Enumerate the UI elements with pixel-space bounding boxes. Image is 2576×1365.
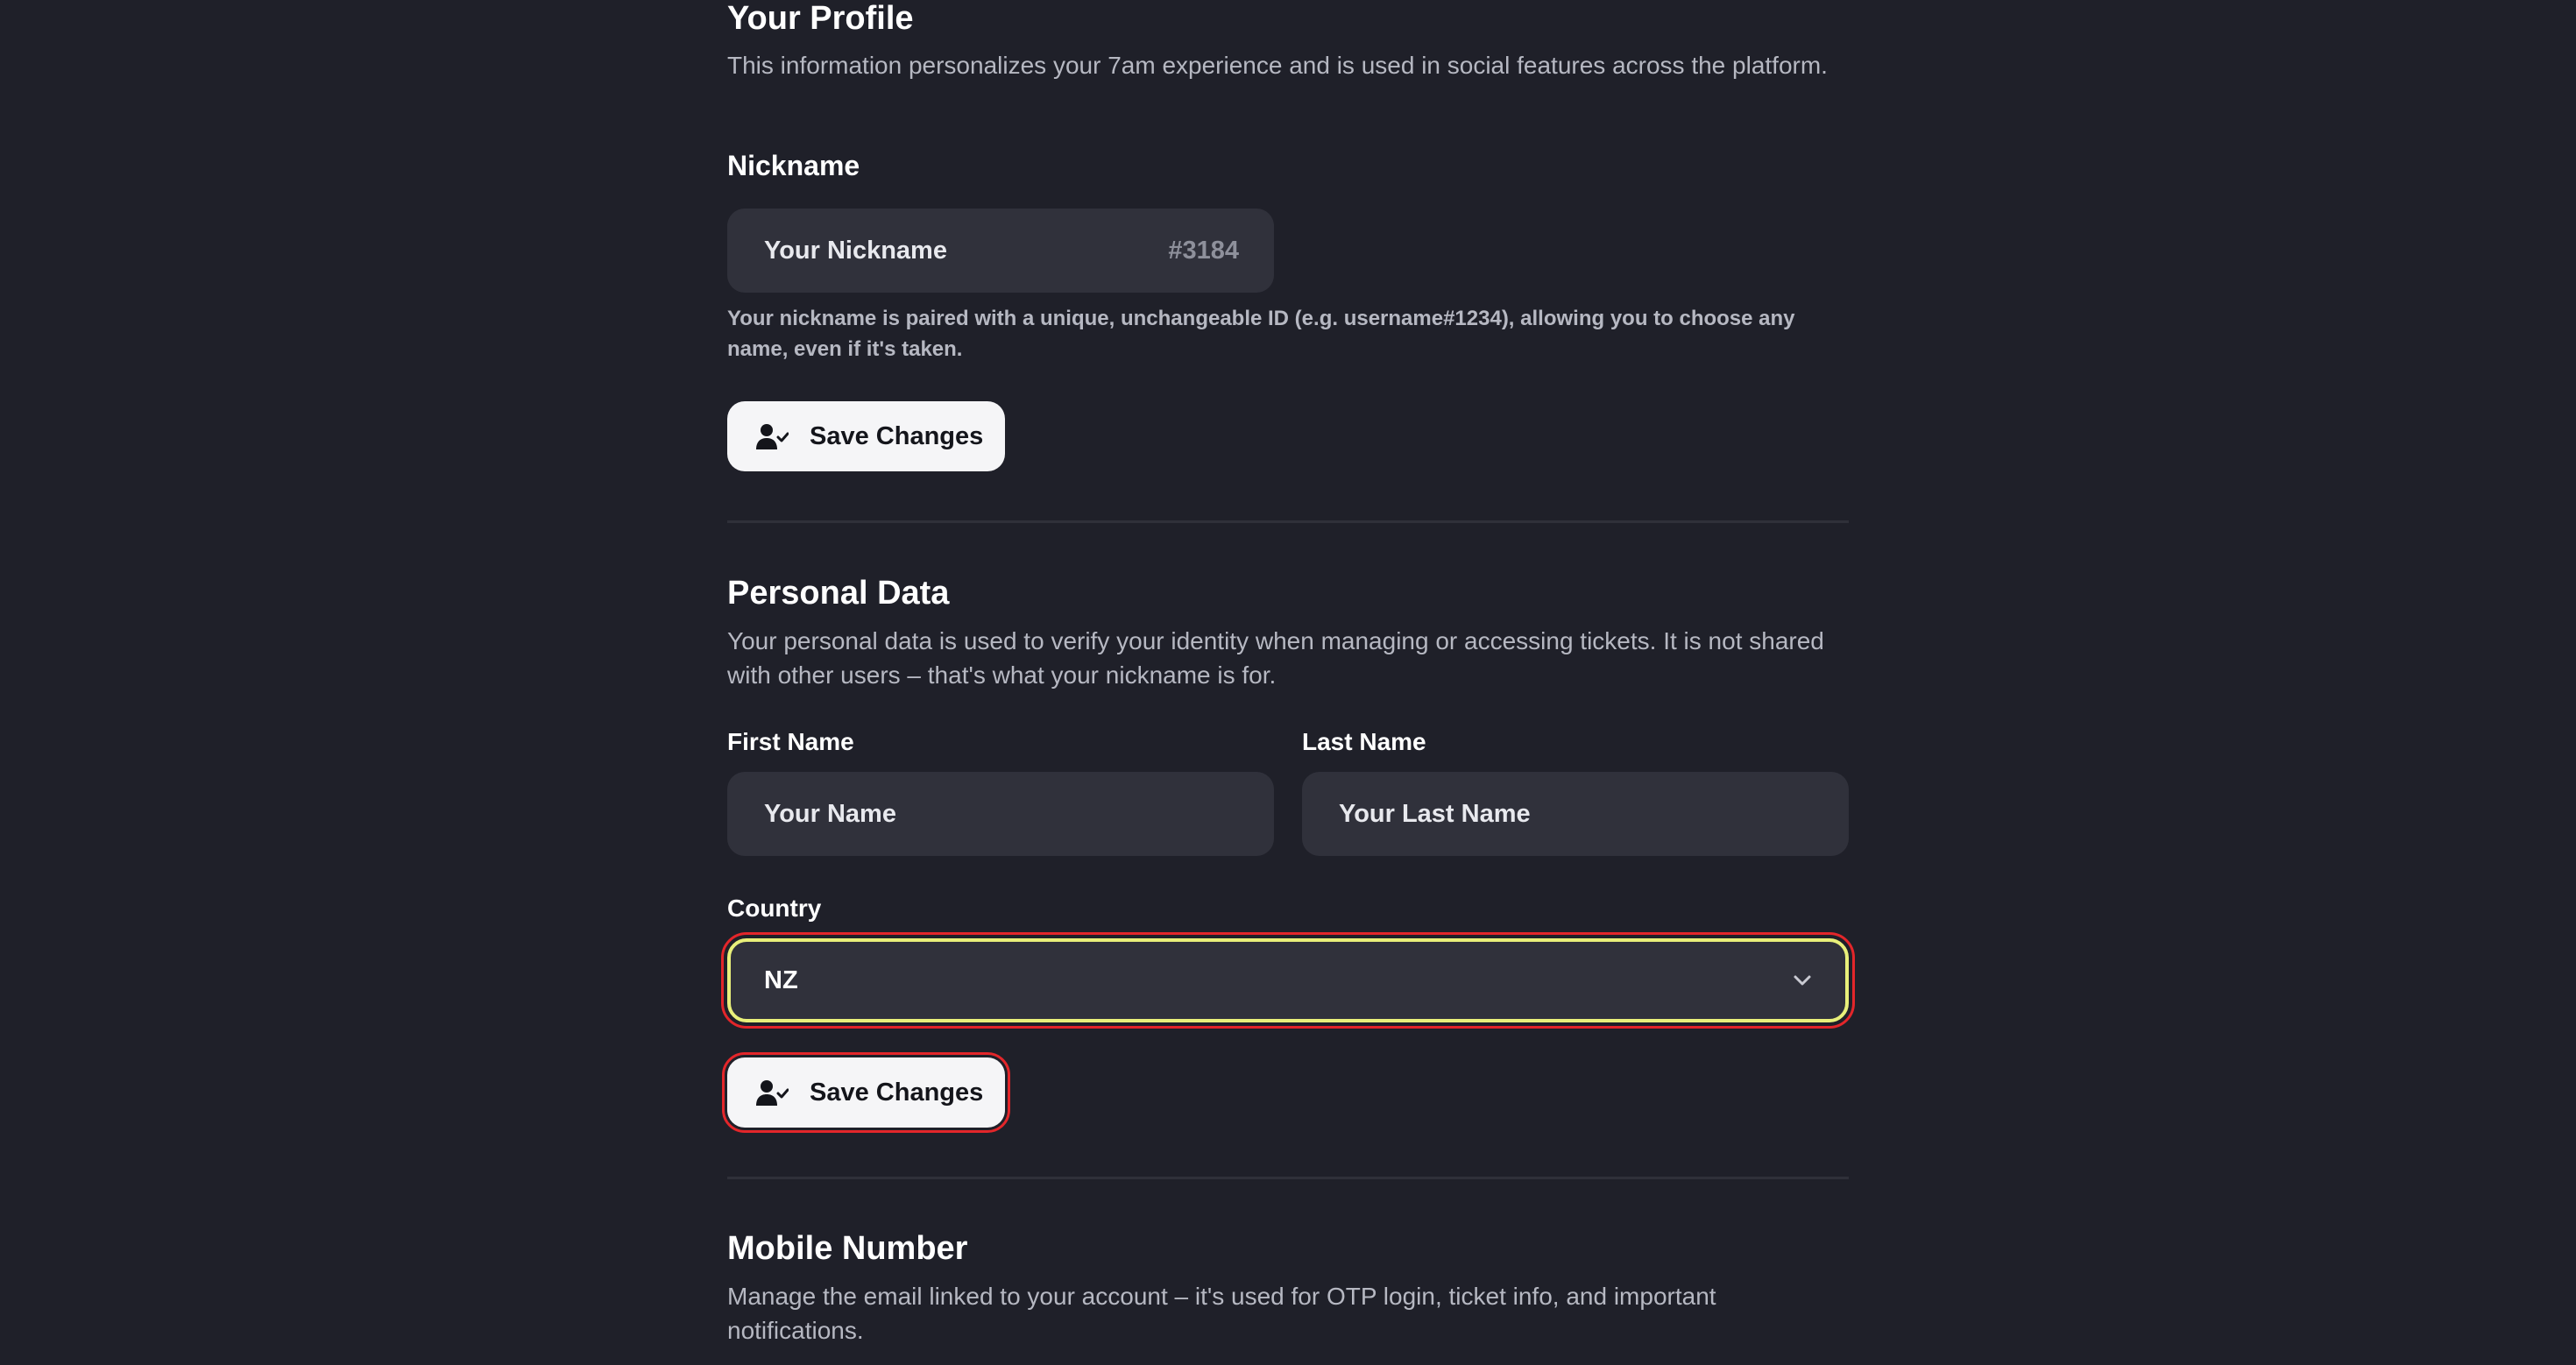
- last-name-label: Last Name: [1302, 728, 1426, 755]
- user-check-icon: [755, 422, 789, 450]
- country-label: Country: [727, 895, 822, 922]
- personal-title: Personal Data: [727, 575, 950, 612]
- country-value: NZ: [764, 965, 798, 994]
- profile-description: This information personalizes your 7am experience and is used in social features across the platform.: [727, 52, 1828, 79]
- nickname-field[interactable]: [727, 209, 1274, 293]
- profile-title: Your Profile: [727, 0, 914, 37]
- last-name-field[interactable]: [1302, 772, 1849, 856]
- mobile-title: Mobile Number: [727, 1230, 968, 1267]
- country-select[interactable]: [727, 938, 1849, 1022]
- save-profile-button[interactable]: [727, 401, 1005, 471]
- first-name-field[interactable]: [727, 772, 1274, 856]
- last-name-input[interactable]: [1337, 799, 1814, 830]
- save-profile-label: Save Changes: [810, 421, 984, 450]
- nickname-label: Nickname: [727, 150, 860, 181]
- nickname-id-tag: #3184: [1168, 236, 1239, 265]
- save-personal-button[interactable]: [727, 1057, 1005, 1128]
- personal-description: Your personal data is used to verify your identity when managing or accessing tickets. It is not shared with other users – that's what your nickname is for.: [727, 627, 1824, 689]
- mobile-description: Manage the email linked to your account – it's used for OTP login, ticket info, and important notifications.: [727, 1283, 1716, 1344]
- nickname-hint: Your nickname is paired with a unique, unchangeable ID (e.g. username#1234), allowing you to choose any name, even if it's taken.: [727, 307, 1795, 361]
- chevron-down-icon: [1789, 967, 1815, 994]
- first-name-input[interactable]: [762, 799, 1239, 830]
- nickname-input[interactable]: [762, 236, 1168, 266]
- save-personal-label: Save Changes: [810, 1078, 984, 1107]
- first-name-label: First Name: [727, 728, 854, 755]
- section-divider: [727, 520, 1849, 523]
- user-check-icon: [755, 1079, 789, 1107]
- section-divider: [727, 1177, 1849, 1179]
